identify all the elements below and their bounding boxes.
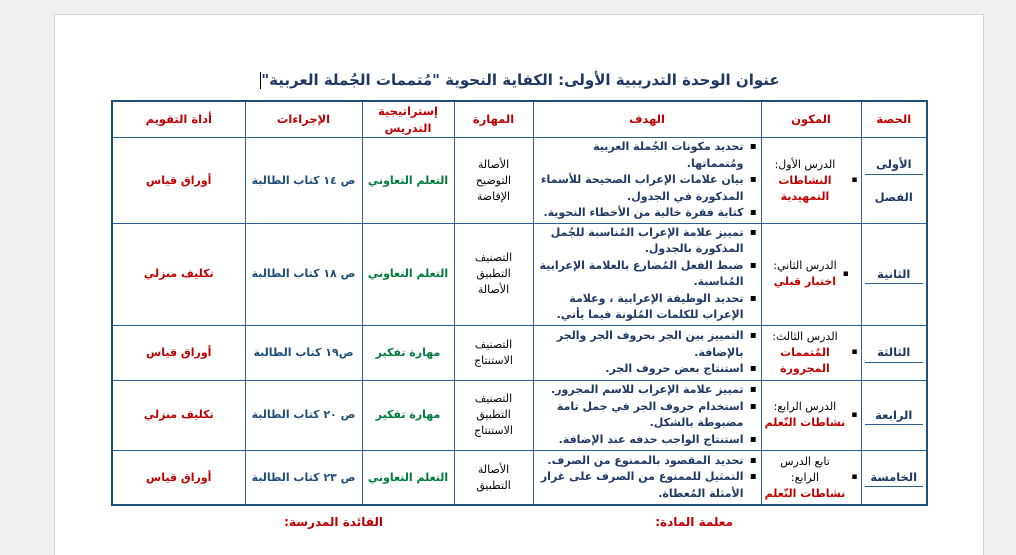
bullet-icon: ▪: [851, 409, 858, 420]
period-cell: [861, 223, 927, 325]
header-strategy: إستراتيجية التدريس: [362, 101, 454, 138]
goal-item: ▪ تمييز علامة الإعراب للاسم المجرور.: [537, 382, 744, 399]
goal-cell: [533, 450, 761, 505]
component-detail: المُتممات المجرورة: [780, 345, 830, 375]
strategy-cell: التعلم التعاوني: [362, 450, 454, 505]
goal-cell: [533, 138, 761, 224]
unit-title: عنوان الوحدة التدريبية الأولى: الكفاية النحوية "مُتممات الجُملة العربية": [261, 71, 780, 89]
table-header-row: [112, 101, 927, 138]
strategy-cell: التعلم التعاوني: [362, 138, 454, 224]
goal-item: ▪ استنتاج الواجب حذفه عند الإضافة.: [537, 432, 744, 449]
period-name: الرابعة: [865, 406, 924, 426]
component-cell: [761, 325, 861, 380]
header-procedures: الإجراءات: [245, 101, 362, 138]
goal-item: ▪ بيان علامات الإعراب الصحيحة للأسماء المذكورة في الجدول.: [537, 172, 744, 205]
header-goal: الهدف: [533, 101, 761, 138]
procedure-cell: ص ١٤ كتاب الطالبة: [245, 138, 362, 224]
skill-item: التصنيف: [474, 392, 513, 406]
goal-cell: [533, 325, 761, 380]
component-cell: [761, 138, 861, 224]
goal-item: ▪ تحديد الوظيفة الإعرابية ، وعلامة الإعراب للكلمات المُلونة فيما يأتي.: [537, 291, 744, 324]
period-name: الخامسة: [865, 468, 924, 488]
goal-item: ▪ ضبط الفعل المُضارع بالعلامة الإعرابية المُناسبة.: [537, 258, 744, 291]
goal-cell: [533, 380, 761, 450]
bullet-icon: ▪: [851, 472, 858, 483]
bullet-icon: ▪: [851, 175, 858, 186]
procedure-cell: ص ٢٠ كتاب الطالبة: [245, 380, 362, 450]
component-detail: نشاطات التّعلم: [764, 486, 846, 500]
strategy-cell: التعلم التعاوني: [362, 223, 454, 325]
bullet-icon: ▪: [851, 347, 858, 358]
period-name: الثالثة: [865, 343, 924, 363]
header-assessment: أداة التقويم: [112, 101, 245, 138]
skill-item: التطبيق: [476, 267, 511, 281]
header-period: الحصة: [861, 101, 927, 138]
goal-item: ▪ تحديد المقصود بالممنوع من الصرف.: [537, 453, 744, 470]
goal-item: ▪ استخدام حروف الجر في جمل تامة مضبوطة بالشكل.: [537, 399, 744, 432]
table-row: [112, 223, 927, 325]
period-cell: [861, 138, 927, 224]
strategy-cell: مهارة تفكير: [362, 380, 454, 450]
period-cell: [861, 325, 927, 380]
goal-item: ▪ التمييز بين الجر بحروف الجر والجر بالإضافة.: [537, 328, 744, 361]
principal-signature-label: القائدة المدرسة:: [284, 515, 383, 529]
goal-cell: [533, 223, 761, 325]
skill-cell: [454, 223, 533, 325]
skill-item: التطبيق: [476, 408, 511, 422]
table-row: [112, 325, 927, 380]
assessment-cell: أوراق قياس: [112, 138, 245, 224]
component-cell: [761, 380, 861, 450]
period-sub: الفصل: [874, 189, 913, 204]
assessment-cell: أوراق قياس: [112, 450, 245, 505]
table-row: [112, 380, 927, 450]
assessment-cell: أوراق قياس: [112, 325, 245, 380]
goal-item: ▪ كتابة فقرة خالية من الأخطاء النحوية.: [537, 205, 744, 222]
procedure-cell: ص ١٨ كتاب الطالبة: [245, 223, 362, 325]
skill-cell: [454, 325, 533, 380]
skill-item: الأصالة: [477, 157, 510, 171]
table-row: [112, 450, 927, 505]
goal-item: ▪ تمييز علامة الإعراب المُناسبة للجُمل المذكورة بالجدول.: [537, 225, 744, 258]
skill-item: الأصالة: [477, 462, 510, 476]
component-lesson: الدرس الرابع:: [773, 400, 837, 414]
skill-item: الأصالة: [477, 283, 510, 297]
skill-item: الاستنتاج: [474, 424, 513, 438]
goal-item: ▪ التمثيل للممنوع من الصرف على غرار الأمثلة المُعطاة.: [537, 469, 744, 502]
component-lesson: تابع الدرس الرابع:: [780, 454, 830, 484]
teacher-signature-label: معلمة المادة:: [655, 515, 733, 529]
period-name: الأولى: [865, 155, 924, 175]
skill-cell: [454, 138, 533, 224]
assessment-cell: تكليف منزلي: [112, 380, 245, 450]
component-lesson: الدرس الأول:: [774, 157, 836, 171]
lesson-plan-table: [111, 100, 928, 506]
skill-item: التطبيق: [476, 478, 511, 492]
goal-item: ▪ استنتاج بعض حروف الجر.: [537, 361, 744, 378]
header-component: المكون: [761, 101, 861, 138]
strategy-cell: مهارة تفكير: [362, 325, 454, 380]
skill-item: التوضيح: [475, 173, 512, 187]
skill-cell: [454, 380, 533, 450]
procedure-cell: ص١٩ كتاب الطالبة: [245, 325, 362, 380]
component-lesson: الدرس الثالث:: [772, 329, 838, 343]
skill-item: التصنيف: [474, 337, 513, 351]
component-lesson: الدرس الثاني:: [773, 259, 837, 273]
skill-item: الاستنتاج: [474, 353, 513, 367]
period-cell: [861, 380, 927, 450]
goal-item: ▪ تحديد مكونات الجُملة العربية ومُتمماتها.: [537, 139, 744, 172]
component-cell: [761, 450, 861, 505]
skill-item: التصنيف: [474, 251, 513, 265]
skill-cell: [454, 450, 533, 505]
period-name: الثانية: [865, 265, 924, 285]
assessment-cell: تكليف منزلي: [112, 223, 245, 325]
procedure-cell: ص ٢٣ كتاب الطالبة: [245, 450, 362, 505]
table-row: [112, 138, 927, 224]
component-detail: نشاطات التّعلم: [764, 416, 846, 430]
component-detail: اختبار قبلي: [773, 275, 837, 289]
bullet-icon: ▪: [842, 268, 849, 279]
period-cell: [861, 450, 927, 505]
component-detail: النشاطات التمهيدية: [778, 173, 832, 203]
skill-item: الإفاضة: [476, 189, 511, 203]
document-page: [54, 14, 984, 555]
header-skill: المهارة: [454, 101, 533, 138]
component-cell: [761, 223, 861, 325]
